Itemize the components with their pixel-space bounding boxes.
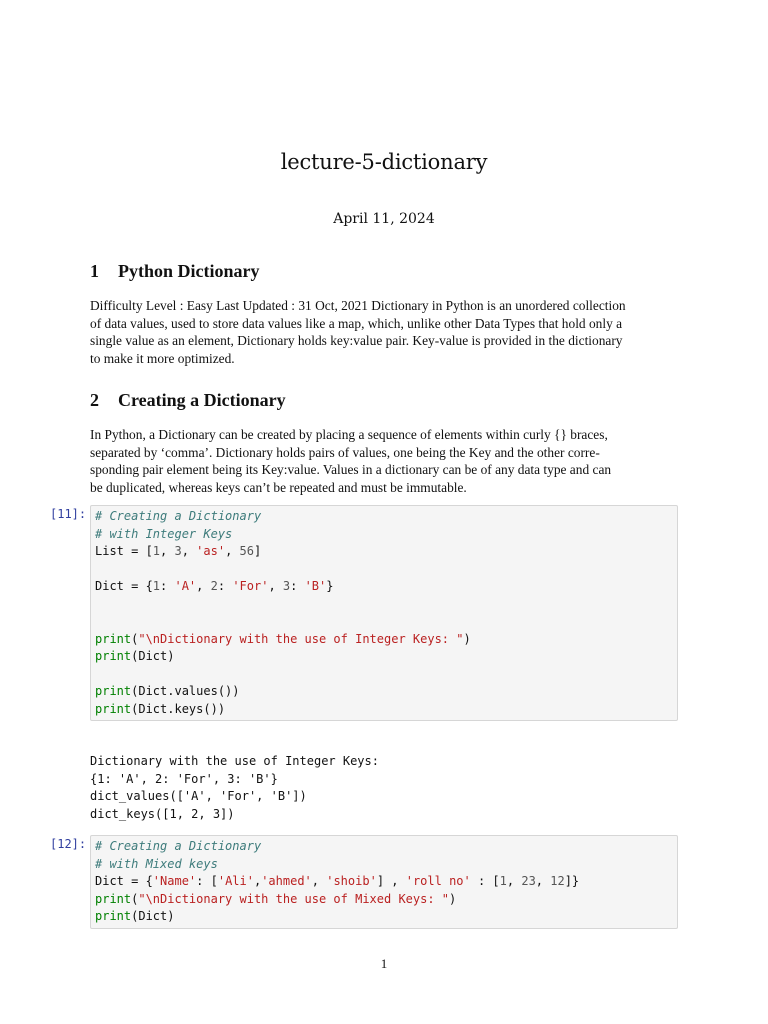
output-line: dict_keys([1, 2, 3]): [90, 806, 235, 821]
paragraph-line: to make it more optimized.: [90, 350, 235, 366]
code-string: 'shoib': [326, 874, 377, 888]
code-line: [95, 613, 673, 631]
code-cell[interactable]: [90, 835, 678, 929]
code-text: ): [463, 631, 471, 646]
code-string: "\nDictionary with the use of Integer Keys: ": [138, 631, 464, 646]
code-builtin: print: [95, 701, 132, 716]
code-text: (Dict.values()): [131, 684, 240, 698]
code-line: [95, 683, 673, 701]
document-title: lecture-5-dictionary: [280, 150, 488, 174]
code-builtin: print: [95, 684, 132, 698]
code-text: ,: [196, 579, 211, 593]
output-line: Dictionary with the use of Integer Keys:: [90, 754, 379, 768]
code-text: ,: [311, 874, 327, 888]
section-1-number: 1: [90, 261, 99, 281]
section-2-title: Creating a Dictionary: [118, 390, 286, 410]
code-text: (: [131, 631, 139, 646]
code-text: : [: [196, 874, 218, 888]
output-line: {1: 'A', 2: 'For', 3: 'B'}: [90, 771, 278, 786]
section-2-number: 2: [90, 390, 99, 410]
cell-prompt: [12]:: [50, 837, 87, 851]
code-text: (: [131, 891, 139, 906]
code-line: [95, 873, 673, 891]
code-block: [91, 506, 677, 720]
code-text: ,: [225, 544, 240, 558]
code-string: 'ahmed': [261, 874, 312, 888]
code-comment: # Creating a Dictionary: [95, 839, 262, 853]
code-string: 'as': [196, 544, 226, 558]
code-text: :: [290, 579, 305, 593]
code-comment: # Creating a Dictionary: [95, 509, 262, 523]
output-line: dict_values(['A', 'For', 'B']): [90, 789, 307, 803]
code-number: 1: [152, 579, 161, 593]
code-line: [95, 561, 673, 579]
code-text: ,: [253, 874, 262, 888]
code-text: (Dict): [131, 909, 175, 923]
code-text: Dict = {: [95, 579, 153, 593]
code-text: List = [: [95, 544, 153, 558]
code-line: [95, 631, 673, 649]
paragraph-line: sponding pair element being its Key:value. Values in a dictionary can be of any data type and can: [90, 462, 612, 477]
page-number: 1: [380, 956, 388, 971]
code-line: [95, 578, 673, 596]
code-line: [95, 666, 673, 684]
code-cell[interactable]: [90, 505, 678, 721]
code-line: [95, 838, 673, 856]
code-string: 'Ali': [217, 874, 254, 888]
code-text: ] ,: [376, 874, 406, 888]
code-string: 'Name': [152, 874, 197, 888]
code-number: 2: [210, 579, 218, 593]
code-builtin: print: [95, 631, 132, 646]
code-text: : [: [470, 874, 500, 888]
code-number: 1: [152, 544, 161, 558]
paragraph-line: In Python, a Dictionary can be created by placing a sequence of elements within curly {} braces,: [90, 427, 608, 442]
code-text: ]}: [564, 874, 580, 888]
code-text: }: [326, 579, 334, 593]
code-line: [95, 856, 673, 874]
code-line: [95, 596, 673, 614]
paragraph-line: Difficulty Level : Easy Last Updated : 31 Oct, 2021 Dictionary in Python is an unordered collection: [90, 298, 626, 313]
code-line: [95, 526, 673, 544]
code-text: ,: [160, 544, 175, 558]
code-text: ,: [268, 579, 283, 593]
code-text: ]: [253, 544, 262, 558]
code-line: [95, 648, 673, 666]
code-number: 56: [239, 544, 254, 558]
section-1-title: Python Dictionary: [118, 261, 260, 281]
code-line: [95, 908, 673, 926]
document-date: April 11, 2024: [333, 211, 435, 227]
code-builtin: print: [95, 649, 132, 663]
code-text: ,: [181, 544, 197, 558]
cell-output: [90, 753, 379, 823]
code-number: 1: [499, 874, 507, 888]
section-1-heading: [90, 261, 260, 282]
code-text: ,: [535, 874, 551, 888]
code-text: ,: [506, 874, 522, 888]
code-builtin: print: [95, 891, 132, 906]
code-builtin: print: [95, 909, 132, 923]
code-string: 'B': [304, 579, 327, 593]
code-text: (Dict.keys()): [131, 701, 226, 716]
code-string: 'For': [232, 579, 269, 593]
code-string: "\nDictionary with the use of Mixed Keys: ": [138, 891, 450, 906]
paragraph-line: single value as an element, Dictionary holds key:value pair. Key-value is provided in the dictionary: [90, 333, 623, 348]
paragraph-line: of data values, used to store data values like a map, which, unlike other Data Types that hold only a: [90, 315, 623, 331]
code-string: 'A': [174, 579, 197, 593]
code-comment: # with Integer Keys: [95, 526, 233, 541]
paragraph-line: separated by ‘comma’. Dictionary holds pairs of values, one being the Key and the other corre-: [90, 444, 600, 460]
paragraph-line: be duplicated, whereas keys can’t be repeated and must be immutable.: [90, 479, 467, 495]
code-text: ): [449, 891, 457, 906]
code-text: :: [217, 579, 233, 593]
section-1-paragraph: [90, 297, 678, 367]
code-line: [95, 543, 673, 561]
code-number: 12: [550, 874, 565, 888]
code-line: [95, 891, 673, 909]
code-comment: # with Mixed keys: [95, 856, 218, 871]
code-number: 23: [521, 874, 536, 888]
section-2-heading: [90, 390, 286, 411]
code-block: [91, 836, 677, 928]
code-text: Dict = {: [95, 874, 153, 888]
code-number: 3: [174, 544, 182, 558]
cell-prompt: [11]:: [50, 507, 87, 521]
code-line: [95, 701, 673, 719]
code-number: 3: [282, 579, 291, 593]
code-string: 'roll no': [405, 874, 471, 888]
section-2-paragraph: [90, 426, 678, 496]
code-text: (Dict): [131, 649, 175, 663]
code-line: [95, 508, 673, 526]
code-text: :: [160, 579, 175, 593]
